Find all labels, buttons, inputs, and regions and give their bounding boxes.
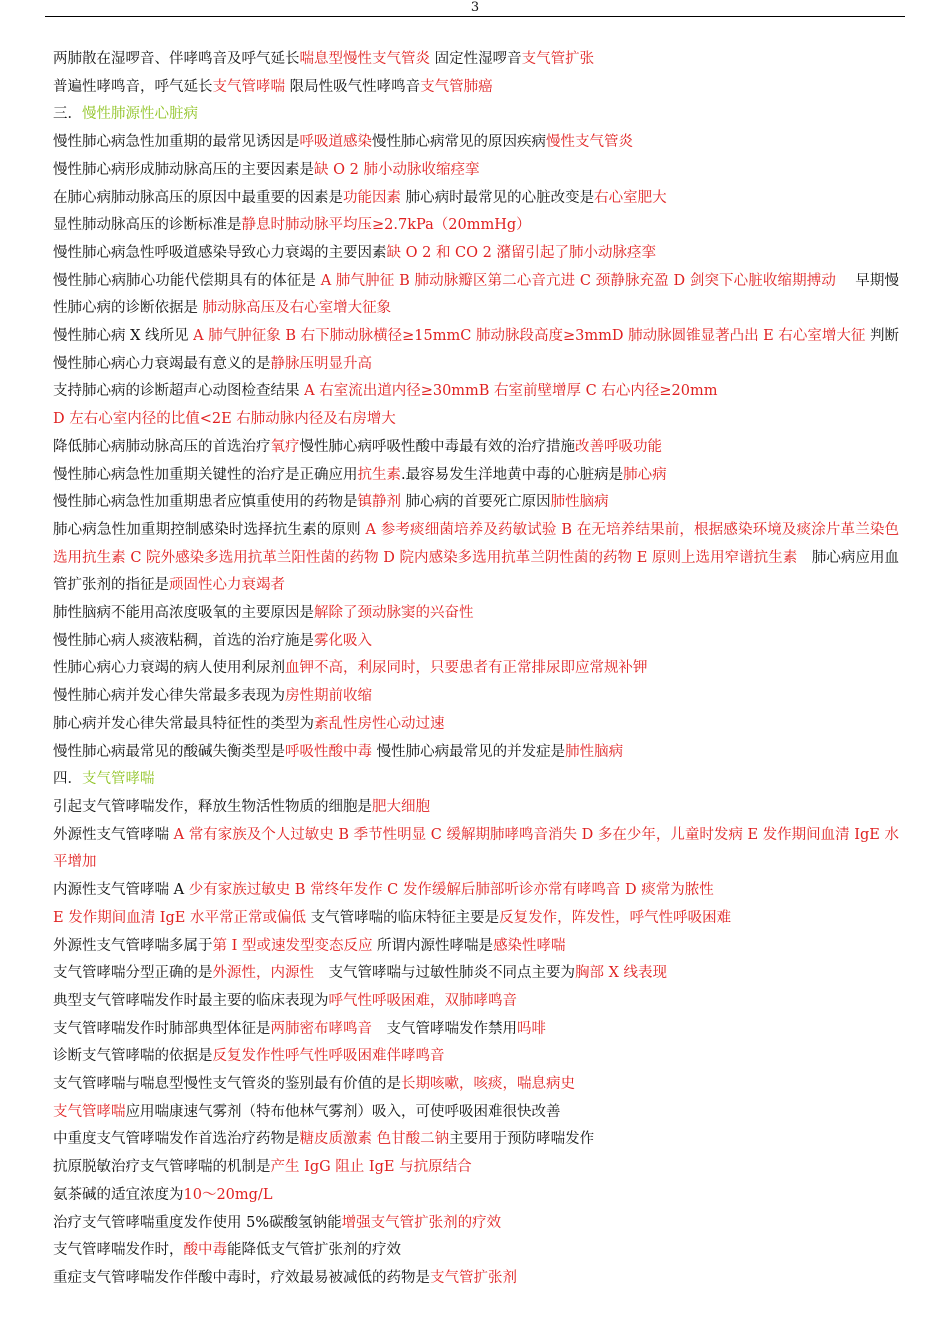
question-text: 支气管哮喘分型正确的是: [53, 965, 213, 982]
answer-text: E 发作期间血清 IgE 水平常正常或偏低: [53, 909, 307, 926]
answer-text: 缺 O 2 肺小动脉收缩痉挛: [314, 161, 480, 178]
answer-text: A 常有家族及个人过敏史 B 季节性明显 C 缓解期肺哮鸣音消失 D 多在少年，儿童时发病 E 发作期间血清 IgE 水平增加: [53, 826, 899, 871]
heading-title: 支气管哮喘: [82, 771, 155, 788]
text-line: [53, 1265, 899, 1293]
text-line: [53, 1071, 899, 1099]
header-rule: [45, 16, 905, 17]
question-text: 外源性支气管哮喘多属于: [53, 937, 213, 954]
answer-text: 感染性哮喘: [493, 937, 566, 954]
question-text: 慢性肺心病并发心律失常最多表现为: [53, 688, 285, 705]
text-line: [53, 628, 899, 656]
question-text: 显性肺动脉高压的诊断标准是: [53, 217, 242, 234]
question-text: 两肺散在湿啰音、伴哮鸣音及呼气延长: [53, 51, 300, 67]
answer-text: 反复发作，阵发性，呼气性呼吸困难: [499, 909, 732, 926]
question-text: 氨茶碱的适宜浓度为: [53, 1186, 184, 1203]
text-line: [53, 655, 899, 683]
text-line: [53, 46, 899, 74]
answer-text: 支气管哮喘: [53, 1103, 126, 1120]
text-line: [53, 240, 899, 268]
question-text: 在肺心病肺动脉高压的原因中最重要的因素是: [53, 189, 343, 206]
text-line: [53, 268, 899, 323]
question-text: 普遍性哮鸣音，呼气延长: [53, 78, 213, 95]
text-line: [53, 157, 899, 185]
answer-text: 右心室肥大: [594, 189, 667, 206]
text-line: [53, 489, 899, 517]
text-line: [53, 74, 899, 102]
question-text: 三．: [53, 106, 82, 123]
question-text: 支气管哮喘发作时肺部典型体征是: [53, 1020, 271, 1037]
answer-text: 反复发作性呼气性呼吸困难伴哮鸣音: [212, 1048, 445, 1065]
answer-text: 抗生素: [357, 466, 401, 483]
question-text: 慢性肺心病人痰液粘稠，首选的治疗施是: [53, 632, 314, 649]
question-text: 判断慢性肺心病心力衰竭最有意义的是: [53, 328, 899, 372]
question-text: 外源性支气管哮喘: [53, 826, 174, 843]
answer-text: 10～20mg/L: [183, 1186, 273, 1203]
question-text: 引起支气管哮喘发作，释放生物活性物质的细胞是: [53, 798, 372, 815]
answer-text: 支气管哮喘: [212, 78, 285, 95]
question-text: 肺心病并发心律失常最具特征性的类型为: [53, 715, 314, 732]
answer-text: 解除了颈动脉窦的兴奋性: [314, 605, 474, 622]
question-text: 支持肺心病的诊断超声心动图检查结果: [53, 383, 305, 400]
question-text: 内源性支气管哮喘 A: [53, 882, 189, 899]
question-text: 慢性肺心病急性加重期患者应慎重使用的药物是: [53, 494, 358, 511]
answer-text: 缺 O 2 和 CO 2 潴留引起了肺小动脉痉挛: [386, 244, 656, 261]
question-text: .最容易发生洋地黄中毒的心脏病是: [401, 466, 624, 483]
answer-text: 血钾不高，利尿同时，只要患者有正常排尿即应常规补钾: [285, 660, 648, 677]
question-text: 慢性肺心病急性呼吸道感染导致心力衰竭的主要因素: [53, 244, 387, 261]
answer-text: 胸部 X 线表现: [575, 965, 668, 982]
text-line: [53, 988, 899, 1016]
answer-text: 外源性，内源性: [212, 965, 314, 982]
text-line: [53, 1210, 899, 1238]
document-body: [53, 46, 899, 1293]
answer-text: 色甘酸二钠: [372, 1131, 450, 1148]
question-text: 性肺心病心力衰竭的病人使用利尿剂: [53, 660, 285, 677]
text-line: [53, 794, 899, 822]
question-text: 慢性肺心病急性加重期的最常见诱因是: [53, 134, 300, 151]
answer-text: 肺性脑病: [565, 743, 624, 760]
text-line: [53, 185, 899, 213]
text-line: [53, 434, 899, 462]
text-line: [53, 1154, 899, 1182]
question-text: 四．: [53, 771, 82, 788]
question-text: 支气管哮喘与过敏性肺炎不同点主要为: [314, 965, 575, 982]
question-text: 慢性肺心病 X 线所见: [53, 328, 194, 345]
section-heading: [53, 101, 899, 129]
text-line: [53, 129, 899, 157]
text-line: [53, 600, 899, 628]
page-number: 3: [470, 0, 480, 15]
question-text: 固定性湿啰音: [430, 51, 522, 67]
question-text: 典型支气管哮喘发作时最主要的临床表现为: [53, 992, 329, 1009]
answer-text: 酸中毒: [183, 1242, 227, 1259]
heading-title: 慢性肺源性心脏病: [82, 106, 198, 123]
answer-text: 功能因素: [343, 189, 401, 206]
answer-text: 肺性脑病: [550, 494, 609, 511]
answer-text: 静息时肺动脉平均压≥2.7kPa（20mmHg）: [241, 217, 531, 234]
text-line: [53, 212, 899, 240]
text-line: [53, 905, 899, 933]
text-line: [53, 739, 899, 767]
question-text: 慢性肺心病急性加重期关键性的治疗是正确应用: [53, 466, 358, 483]
answer-text: 呼气性呼吸困难，双肺哮鸣音: [328, 992, 517, 1009]
question-text: 应用喘康速气雾剂（特布他林气雾剂）吸入，可使呼吸困难很快改善: [125, 1103, 561, 1120]
question-text: 所谓内源性哮喘是: [372, 937, 494, 954]
text-line: [53, 1182, 899, 1210]
answer-text: 增强支气管扩张剂的疗效: [341, 1214, 502, 1231]
answer-text: A 肺气肿征 B 肺动脉瓣区第二心音亢进 C 颈静脉充盈 D 剑突下心脏收缩期搏动: [320, 272, 836, 289]
question-text: 治疗支气管哮喘重度发作使用 5%碳酸氢钠能: [53, 1214, 342, 1231]
question-text: 肺心病的首要死亡原因: [401, 494, 551, 511]
text-line: [53, 406, 899, 434]
text-line: [53, 1043, 899, 1071]
question-text: 早期慢性肺心病的诊断依据是: [53, 272, 899, 317]
text-line: [53, 822, 899, 877]
text-line: [53, 517, 899, 600]
answer-text: 吗啡: [517, 1020, 546, 1037]
question-text: 支气管哮喘的临床特征主要是: [306, 909, 500, 926]
text-line: [53, 1016, 899, 1044]
section-heading: [53, 766, 899, 794]
question-text: 慢性肺心病最常见的酸碱失衡类型是: [53, 743, 285, 760]
question-text: 慢性肺心病肺心功能代偿期具有的体征是: [53, 272, 321, 289]
answer-text: 支气管扩张: [521, 51, 595, 67]
text-line: [53, 933, 899, 961]
answer-text: A 右室流出道内径≥30mmB 右室前壁增厚 C 右心内径≥20mm: [304, 383, 718, 400]
question-text: 支气管哮喘与喘息型慢性支气管炎的鉴别最有价值的是: [53, 1076, 401, 1093]
answer-text: 支气管扩张剂: [430, 1269, 517, 1286]
text-line: [53, 1126, 899, 1154]
answer-text: 呼吸道感染: [299, 134, 372, 151]
text-line: [53, 462, 899, 490]
question-text: 肺心病应用血管扩张剂的指征是: [53, 549, 899, 594]
question-text: 限局性吸气性哮鸣音: [285, 78, 421, 95]
answer-text: 镇静剂: [357, 494, 401, 511]
answer-text: 支气管肺癌: [420, 78, 493, 95]
answer-text: A 肺气肿征象 B 右下肺动脉横径≥15mmC 肺动脉段高度≥3mmD 肺动脉圆锥显著凸出 E 右心室增大征: [193, 328, 866, 345]
question-text: 肺心病时最常见的心脏改变是: [401, 189, 595, 206]
answer-text: 肺心病: [623, 466, 667, 483]
text-line: [53, 683, 899, 711]
question-text: 主要用于预防哮喘发作: [449, 1131, 595, 1148]
answer-text: A 参考痰细菌培养及药敏试验 B 在无培养结果前，根据感染环境及痰涂片革兰染色选用抗生素 C 院外感染多选用抗革兰阳性菌的药物 D 院内感染多选用抗革兰阴性菌的药物 E 原则上选用窄谱抗生素: [53, 521, 899, 566]
question-text: 肺性脑病不能用高浓度吸氧的主要原因是: [53, 605, 314, 622]
text-line: [53, 323, 899, 378]
answer-text: 顽固性心力衰竭者: [169, 577, 285, 594]
question-text: 能降低支气管扩张剂的疗效: [227, 1242, 401, 1259]
answer-text: 肺动脉高压及右心室增大征象: [202, 300, 392, 317]
answer-text: 改善呼吸功能: [575, 438, 662, 455]
answer-text: 肥大细胞: [372, 798, 430, 815]
answer-text: 长期咳嗽，咳痰，喘息病史: [401, 1076, 575, 1093]
question-text: 诊断支气管哮喘的依据是: [53, 1048, 213, 1065]
answer-text: 少有家族过敏史 B 常终年发作 C 发作缓解后肺部听诊亦常有哮鸣音 D 痰常为脓性: [188, 882, 714, 899]
question-text: 支气管哮喘发作禁用: [372, 1020, 517, 1037]
text-line: [53, 1237, 899, 1265]
question-text: 慢性肺心病常见的原因疾病: [372, 134, 546, 151]
answer-text: 紊乱性房性心动过速: [314, 715, 445, 732]
question-text: 慢性肺心病最常见的并发症是: [372, 743, 566, 760]
answer-text: 喘息型慢性支气管炎: [299, 51, 430, 67]
answer-text: 氧疗: [270, 438, 300, 455]
question-text: 重症支气管哮喘发作伴酸中毒时，疗效最易被减低的药物是: [53, 1269, 430, 1286]
question-text: 抗原脱敏治疗支气管哮喘的机制是: [53, 1159, 271, 1176]
text-line: [53, 877, 899, 905]
answer-text: 静脉压明显升高: [270, 355, 372, 372]
question-text: 支气管哮喘发作时，: [53, 1242, 184, 1259]
text-line: [53, 378, 899, 406]
answer-text: 产生 IgG 阻止 IgE 与抗原结合: [270, 1159, 472, 1176]
text-line: [53, 960, 899, 988]
answer-text: 呼吸性酸中毒: [285, 743, 372, 760]
question-text: 降低肺心病肺动脉高压的首选治疗: [53, 438, 271, 455]
question-text: 慢性肺心病呼吸性酸中毒最有效的治疗措施: [299, 438, 575, 455]
text-line: [53, 711, 899, 739]
answer-text: 糖皮质激素: [299, 1131, 372, 1148]
answer-text: 雾化吸入: [314, 632, 372, 649]
question-text: 中重度支气管哮喘发作首选治疗药物是: [53, 1131, 300, 1148]
answer-text: 两肺密布哮鸣音: [270, 1020, 372, 1037]
text-line: [53, 1099, 899, 1127]
answer-text: 房性期前收缩: [285, 688, 372, 705]
question-text: 慢性肺心病形成肺动脉高压的主要因素是: [53, 161, 314, 178]
answer-text: 慢性支气管炎: [546, 134, 633, 151]
question-text: 肺心病急性加重期控制感染时选择抗生素的原则: [53, 521, 366, 538]
answer-text: D 左右心室内径的比值<2E 右肺动脉内径及右房增大: [53, 411, 396, 428]
answer-text: 第 Ⅰ 型或速发型变态反应: [212, 937, 373, 954]
